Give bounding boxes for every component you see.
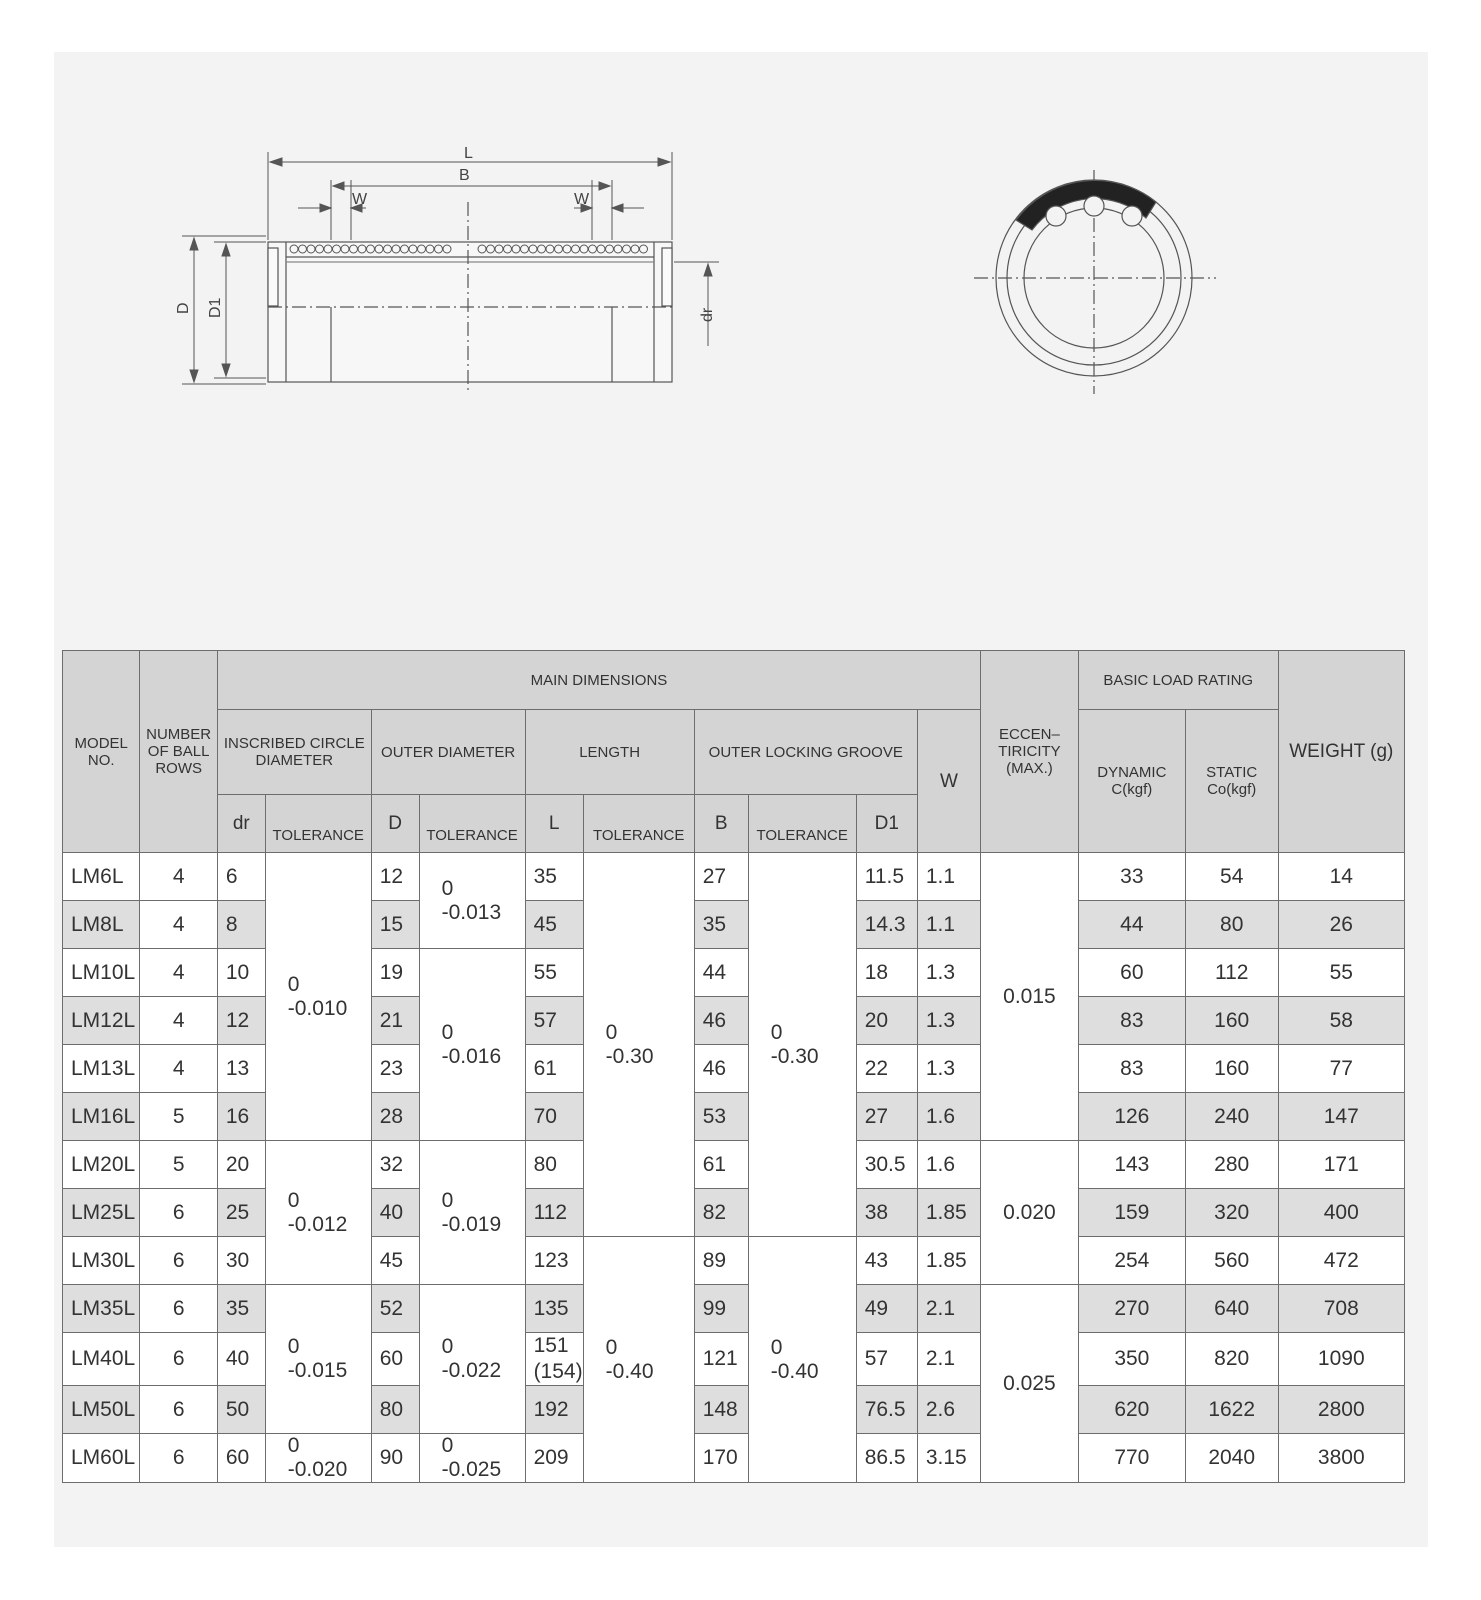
cell-d1: 57: [856, 1333, 917, 1386]
cell-dynamic: 620: [1078, 1386, 1185, 1434]
cell-static: 160: [1185, 1045, 1278, 1093]
table-row: [63, 853, 1405, 901]
tolerance-value: [749, 1336, 856, 1384]
tolerance-value: [420, 877, 525, 925]
dim-label-D: D: [175, 302, 192, 314]
cell-dynamic: 770: [1078, 1434, 1185, 1483]
cell-b: 46: [694, 997, 748, 1045]
tolerance-upper: 0: [770, 1020, 783, 1044]
cell-ball-rows: 6: [140, 1333, 217, 1386]
cell-w: 2.1: [917, 1333, 980, 1386]
cell-dynamic: 159: [1078, 1189, 1185, 1237]
cell-model: LM25L: [63, 1189, 140, 1237]
cell-d: 15: [371, 901, 419, 949]
cell-l: 80: [525, 1141, 583, 1189]
table-row: [63, 1237, 1405, 1285]
cell-dynamic: 60: [1078, 949, 1185, 997]
cell-model: LM60L: [63, 1434, 140, 1483]
tolerance-value: [420, 1434, 525, 1482]
cell-l: 209: [525, 1434, 583, 1483]
cell-static: 2040: [1185, 1434, 1278, 1483]
cell-b: 27: [694, 853, 748, 901]
tolerance-value: [584, 1336, 694, 1384]
cell-w: 1.85: [917, 1189, 980, 1237]
header-eccentricity: ECCEN– TIRICITY (MAX.): [981, 651, 1079, 853]
cell-tolerance-l: [583, 1237, 694, 1483]
cell-l: 70: [525, 1093, 583, 1141]
cell-l: 192: [525, 1386, 583, 1434]
table-row: [63, 1093, 1405, 1141]
dim-label-dr: dr: [699, 307, 716, 322]
cell-w: 1.6: [917, 1141, 980, 1189]
cell-weight: 708: [1278, 1285, 1404, 1333]
cell-d: 52: [371, 1285, 419, 1333]
cell-dynamic: 83: [1078, 997, 1185, 1045]
cell-l: 61: [525, 1045, 583, 1093]
cell-w: 3.15: [917, 1434, 980, 1483]
cell-tolerance-d: [419, 949, 525, 1141]
cell-dynamic: 350: [1078, 1333, 1185, 1386]
cell-d1: 20: [856, 997, 917, 1045]
header-inscribed: INSCRIBED CIRCLE DIAMETER: [217, 710, 371, 795]
cell-model: LM16L: [63, 1093, 140, 1141]
tolerance-lower: -0.010: [287, 996, 348, 1020]
dim-label-L: L: [464, 145, 473, 162]
tolerance-value: [266, 1434, 371, 1482]
cell-l: 45: [525, 901, 583, 949]
table-row: [63, 901, 1405, 949]
cell-d1: 14.3: [856, 901, 917, 949]
cell-ball-rows: 6: [140, 1285, 217, 1333]
cell-model: LM10L: [63, 949, 140, 997]
cell-static: 240: [1185, 1093, 1278, 1141]
cell-ball-rows: 5: [140, 1093, 217, 1141]
cell-w: 1.3: [917, 1045, 980, 1093]
cell-dynamic: 126: [1078, 1093, 1185, 1141]
table-row: [63, 1434, 1405, 1483]
tolerance-upper: 0: [441, 876, 454, 900]
header-tolerance-d: TOLERANCE: [419, 795, 525, 853]
cell-tolerance-b: [748, 853, 856, 1237]
tolerance-lower: -0.015: [287, 1359, 348, 1382]
spec-table-body: [63, 853, 1405, 1483]
cell-d1: 27: [856, 1093, 917, 1141]
dim-label-W-left: W: [352, 191, 368, 208]
cell-dr: 6: [217, 853, 265, 901]
cell-d1: 86.5: [856, 1434, 917, 1483]
cell-w: 1.3: [917, 997, 980, 1045]
cell-tolerance-d: [419, 1285, 525, 1434]
cell-d: 12: [371, 853, 419, 901]
cell-l: 112: [525, 1189, 583, 1237]
cell-weight: 171: [1278, 1141, 1404, 1189]
cell-ball-rows: 4: [140, 1045, 217, 1093]
header-tolerance-l: TOLERANCE: [583, 795, 694, 853]
cell-w: 1.1: [917, 901, 980, 949]
header-length: LENGTH: [525, 710, 694, 795]
header-groove: OUTER LOCKING GROOVE: [694, 710, 917, 795]
spec-sheet: [54, 52, 1428, 1547]
cell-weight: 26: [1278, 901, 1404, 949]
cell-dr: 10: [217, 949, 265, 997]
cell-model: LM20L: [63, 1141, 140, 1189]
cell-d: 60: [371, 1333, 419, 1386]
tolerance-value: [420, 1335, 525, 1383]
cell-static: 560: [1185, 1237, 1278, 1285]
header-d: D: [371, 795, 419, 853]
cell-w: 1.6: [917, 1093, 980, 1141]
cell-d1: 38: [856, 1189, 917, 1237]
table-row: [63, 1189, 1405, 1237]
cell-static: 1622: [1185, 1386, 1278, 1434]
cell-b: 82: [694, 1189, 748, 1237]
tolerance-lower: -0.012: [287, 1212, 348, 1236]
tolerance-value: [584, 1021, 694, 1069]
cell-weight: 77: [1278, 1045, 1404, 1093]
cell-dr: 12: [217, 997, 265, 1045]
cell-l: 57: [525, 997, 583, 1045]
tolerance-upper: 0: [441, 1434, 454, 1457]
header-static: STATIC Co(kgf): [1185, 710, 1278, 853]
cell-ball-rows: 6: [140, 1386, 217, 1434]
cell-model: LM30L: [63, 1237, 140, 1285]
cell-l: 55: [525, 949, 583, 997]
cell-static: 280: [1185, 1141, 1278, 1189]
cell-static: 820: [1185, 1333, 1278, 1386]
cell-l: [525, 1333, 583, 1386]
tolerance-upper: 0: [441, 1188, 454, 1212]
bearing-side-view-drawing: [54, 52, 1428, 612]
table-row: [63, 1141, 1405, 1189]
cell-dr: 60: [217, 1434, 265, 1483]
cell-dynamic: 33: [1078, 853, 1185, 901]
length-value: 151: [533, 1334, 569, 1357]
tolerance-lower: -0.40: [770, 1359, 819, 1383]
tolerance-upper: 0: [441, 1020, 454, 1044]
cell-ball-rows: 4: [140, 949, 217, 997]
cell-d1: 22: [856, 1045, 917, 1093]
tolerance-upper: 0: [287, 1335, 300, 1358]
cell-b: 44: [694, 949, 748, 997]
cell-weight: 3800: [1278, 1434, 1404, 1483]
bearing-spec-table: [62, 650, 1405, 1483]
cell-eccentricity: 0.020: [981, 1141, 1079, 1285]
cell-model: LM8L: [63, 901, 140, 949]
cell-dr: 50: [217, 1386, 265, 1434]
cell-dynamic: 143: [1078, 1141, 1185, 1189]
header-main-dimensions: MAIN DIMENSIONS: [217, 651, 980, 710]
cell-d: 40: [371, 1189, 419, 1237]
cell-d1: 18: [856, 949, 917, 997]
cell-eccentricity: 0.015: [981, 853, 1079, 1141]
header-l: L: [525, 795, 583, 853]
tolerance-lower: -0.019: [441, 1212, 502, 1236]
table-row: [63, 1285, 1405, 1333]
table-row: [63, 1333, 1405, 1386]
tolerance-value: [266, 973, 371, 1021]
cell-d: 28: [371, 1093, 419, 1141]
dim-label-B: B: [459, 167, 470, 184]
cell-d1: 11.5: [856, 853, 917, 901]
cell-w: 1.1: [917, 853, 980, 901]
cell-ball-rows: 6: [140, 1237, 217, 1285]
cell-d: 21: [371, 997, 419, 1045]
cell-weight: 58: [1278, 997, 1404, 1045]
cell-d: 19: [371, 949, 419, 997]
tolerance-lower: -0.30: [605, 1044, 654, 1068]
tolerance-lower: -0.40: [605, 1359, 654, 1383]
cell-static: 160: [1185, 997, 1278, 1045]
header-dynamic: DYNAMIC C(kgf): [1078, 710, 1185, 853]
cell-static: 80: [1185, 901, 1278, 949]
cell-d1: 43: [856, 1237, 917, 1285]
tolerance-lower: -0.020: [287, 1458, 348, 1481]
cell-d: 90: [371, 1434, 419, 1483]
table-row: [63, 949, 1405, 997]
cell-dr: 8: [217, 901, 265, 949]
tolerance-lower: -0.025: [441, 1458, 502, 1481]
cell-ball-rows: 4: [140, 901, 217, 949]
cell-dr: 25: [217, 1189, 265, 1237]
cell-ball-rows: 4: [140, 853, 217, 901]
cell-dr: 35: [217, 1285, 265, 1333]
cell-model: LM50L: [63, 1386, 140, 1434]
cell-b: 53: [694, 1093, 748, 1141]
cell-dr: 30: [217, 1237, 265, 1285]
cell-weight: 55: [1278, 949, 1404, 997]
cell-b: 35: [694, 901, 748, 949]
cell-d: 32: [371, 1141, 419, 1189]
cell-tolerance-dr: [265, 1285, 371, 1434]
tolerance-lower: -0.013: [441, 900, 502, 924]
cell-ball-rows: 6: [140, 1434, 217, 1483]
cell-model: LM40L: [63, 1333, 140, 1386]
tolerance-value: [420, 1189, 525, 1237]
cell-dr: 16: [217, 1093, 265, 1141]
cell-l: 35: [525, 853, 583, 901]
cell-w: 1.3: [917, 949, 980, 997]
cell-b: 148: [694, 1386, 748, 1434]
cell-tolerance-d: [419, 1434, 525, 1483]
cell-weight: 400: [1278, 1189, 1404, 1237]
cell-b: 121: [694, 1333, 748, 1386]
cell-model: LM13L: [63, 1045, 140, 1093]
header-w: W: [917, 710, 980, 853]
cell-ball-rows: 5: [140, 1141, 217, 1189]
cell-dr: 20: [217, 1141, 265, 1189]
technical-drawings: [54, 52, 1428, 612]
cell-l: 123: [525, 1237, 583, 1285]
cell-dr: 40: [217, 1333, 265, 1386]
cell-model: LM6L: [63, 853, 140, 901]
tolerance-upper: 0: [287, 1434, 300, 1457]
header-b: B: [694, 795, 748, 853]
table-row: [63, 997, 1405, 1045]
cell-static: 640: [1185, 1285, 1278, 1333]
tolerance-upper: 0: [770, 1335, 783, 1359]
cell-tolerance-dr: [265, 1141, 371, 1285]
dim-label-W-right: W: [574, 191, 590, 208]
header-tolerance-b: TOLERANCE: [748, 795, 856, 853]
cell-static: 320: [1185, 1189, 1278, 1237]
cell-static: 54: [1185, 853, 1278, 901]
cell-weight: 2800: [1278, 1386, 1404, 1434]
cell-d: 45: [371, 1237, 419, 1285]
cell-d1: 49: [856, 1285, 917, 1333]
tolerance-lower: -0.016: [441, 1044, 502, 1068]
cell-ball-rows: 6: [140, 1189, 217, 1237]
header-outer-diameter: OUTER DIAMETER: [371, 710, 525, 795]
tolerance-value: [266, 1189, 371, 1237]
cell-weight: 1090: [1278, 1333, 1404, 1386]
tolerance-value: [420, 1021, 525, 1069]
cell-dynamic: 254: [1078, 1237, 1185, 1285]
cell-d1: 76.5: [856, 1386, 917, 1434]
cell-b: 170: [694, 1434, 748, 1483]
header-tolerance-dr: TOLERANCE: [265, 795, 371, 853]
cell-tolerance-d: [419, 1141, 525, 1285]
header-load-rating: BASIC LOAD RATING: [1078, 651, 1278, 710]
bearing-end-view-drawing: [974, 170, 1216, 394]
header-dr: dr: [217, 795, 265, 853]
cell-d1: 30.5: [856, 1141, 917, 1189]
cell-d: 23: [371, 1045, 419, 1093]
tolerance-upper: 0: [605, 1335, 618, 1359]
cell-b: 46: [694, 1045, 748, 1093]
table-row: [63, 1045, 1405, 1093]
cell-dynamic: 44: [1078, 901, 1185, 949]
cell-dynamic: 83: [1078, 1045, 1185, 1093]
header-d1: D1: [856, 795, 917, 853]
cell-w: 2.1: [917, 1285, 980, 1333]
tolerance-value: [749, 1021, 856, 1069]
cell-dynamic: 270: [1078, 1285, 1185, 1333]
dim-label-D1: D1: [207, 297, 224, 318]
tolerance-upper: 0: [605, 1020, 618, 1044]
cell-tolerance-dr: [265, 853, 371, 1141]
cell-model: LM12L: [63, 997, 140, 1045]
cell-weight: 14: [1278, 853, 1404, 901]
tolerance-upper: 0: [287, 1188, 300, 1212]
tolerance-lower: -0.30: [770, 1044, 819, 1068]
table-row: [63, 1386, 1405, 1434]
cell-weight: 147: [1278, 1093, 1404, 1141]
cell-tolerance-d: [419, 853, 525, 949]
cell-dr: 13: [217, 1045, 265, 1093]
header-model: MODEL NO.: [63, 651, 140, 853]
cell-w: 2.6: [917, 1386, 980, 1434]
tolerance-value: [266, 1335, 371, 1383]
tolerance-upper: 0: [441, 1335, 454, 1358]
header-ball-rows: NUMBER OF BALL ROWS: [140, 651, 217, 853]
cell-tolerance-b: [748, 1237, 856, 1483]
cell-tolerance-l: [583, 853, 694, 1237]
cell-w: 1.85: [917, 1237, 980, 1285]
cell-b: 99: [694, 1285, 748, 1333]
tolerance-upper: 0: [287, 972, 300, 996]
tolerance-lower: -0.022: [441, 1359, 502, 1382]
cell-b: 89: [694, 1237, 748, 1285]
cell-ball-rows: 4: [140, 997, 217, 1045]
cell-model: LM35L: [63, 1285, 140, 1333]
cell-b: 61: [694, 1141, 748, 1189]
cell-l: 135: [525, 1285, 583, 1333]
header-weight: WEIGHT (g): [1278, 651, 1404, 853]
length-alt-value: (154): [533, 1360, 583, 1383]
cell-weight: 472: [1278, 1237, 1404, 1285]
cell-eccentricity: 0.025: [981, 1285, 1079, 1483]
cell-static: 112: [1185, 949, 1278, 997]
cell-d: 80: [371, 1386, 419, 1434]
cell-tolerance-dr: [265, 1434, 371, 1483]
